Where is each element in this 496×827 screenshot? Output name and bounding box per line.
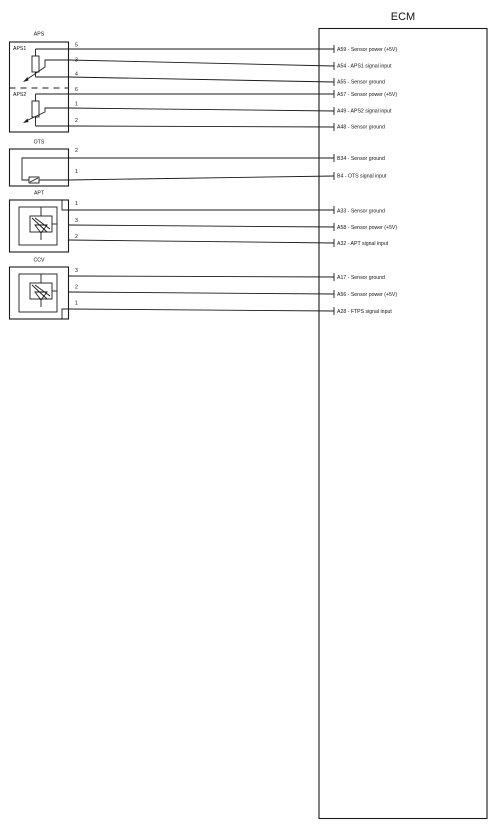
- ccv-label: CCV: [33, 257, 45, 264]
- apt-pin-3: 2: [75, 234, 78, 240]
- apt-sensor-icon: [19, 200, 69, 245]
- ots-wire-1: [69, 148, 385, 162]
- ccv-terminal-2: A56 - Sensor power (+5V): [337, 292, 398, 298]
- ccv-wire-3: [69, 301, 393, 316]
- ccv-terminal-1: A17 - Sensor ground: [337, 275, 385, 281]
- aps-pin-4: 6: [75, 87, 78, 93]
- aps-pin-3: 4: [75, 71, 78, 78]
- aps-pin-6: 2: [75, 118, 78, 124]
- aps-wire-3: [69, 72, 385, 87]
- ccv-pin-3: 1: [75, 300, 78, 307]
- apt-terminal-3: A32 - APT signal input: [337, 241, 389, 247]
- aps1-potentiometer-icon: [23, 49, 69, 82]
- aps-wire-2: [69, 58, 393, 71]
- aps-box: [10, 42, 69, 132]
- aps-terminal-4: A57 - Sensor power (+5V): [337, 92, 398, 98]
- aps-terminal-6: A48 - Sensor ground: [337, 124, 385, 131]
- ots-wire-2: [69, 169, 387, 180]
- aps-wire-6: [69, 118, 385, 131]
- aps-pin-5: 1: [75, 101, 78, 108]
- aps-pin-2: 3: [75, 57, 78, 64]
- ccv-box: [10, 267, 69, 319]
- aps-wire-4: [69, 87, 398, 98]
- apt-terminal-1: A33 - Sensor ground: [337, 208, 385, 215]
- apt-label: APT: [33, 190, 45, 197]
- aps2-label: APS2: [13, 92, 27, 98]
- apt-wire-2: [69, 218, 398, 231]
- ccv-sensor-icon: [19, 274, 69, 319]
- aps-terminal-2: A54 - APS1 signal input: [337, 63, 392, 70]
- aps-label: APS: [33, 31, 45, 38]
- aps1-label: APS1: [13, 46, 27, 52]
- ccv-pin-1: 3: [75, 268, 78, 274]
- apt-wire-1: [69, 201, 385, 215]
- ccv-pin-2: 2: [75, 284, 78, 291]
- ots-thermistor-icon: [22, 158, 69, 183]
- aps-pin-1: 5: [75, 42, 78, 49]
- apt-box: [10, 200, 69, 252]
- ecm-title: ECM: [390, 11, 416, 23]
- aps-wire-1: [69, 43, 398, 54]
- aps-terminal-5: A49 - APS2 signal input: [337, 108, 392, 115]
- ots-pin-1: 2: [75, 148, 78, 154]
- aps-terminal-1: A59 - Sensor power (+5V): [337, 47, 398, 53]
- ots-pin-2: 1: [75, 169, 78, 175]
- ccv-wire-1: [69, 268, 385, 281]
- ots-label: OTS: [33, 139, 45, 146]
- apt-pin-1: 1: [75, 201, 78, 207]
- apt-terminal-2: A58 - Sensor power (+5V): [337, 225, 398, 231]
- ots-terminal-2: B4 - OTS signal input: [337, 173, 387, 180]
- aps-terminal-3: A55 - Sensor ground: [337, 79, 385, 86]
- ecm-box: [319, 29, 487, 819]
- ccv-wire-2: [69, 285, 398, 299]
- aps-wire-5: [69, 102, 393, 116]
- apt-pin-2: 3: [75, 218, 78, 224]
- apt-wire-3: [69, 234, 389, 247]
- ccv-terminal-3: A28 - FTPS signal input: [337, 309, 392, 315]
- aps2-potentiometer-icon: [23, 94, 69, 126]
- ots-terminal-1: B34 - Sensor ground: [337, 156, 385, 162]
